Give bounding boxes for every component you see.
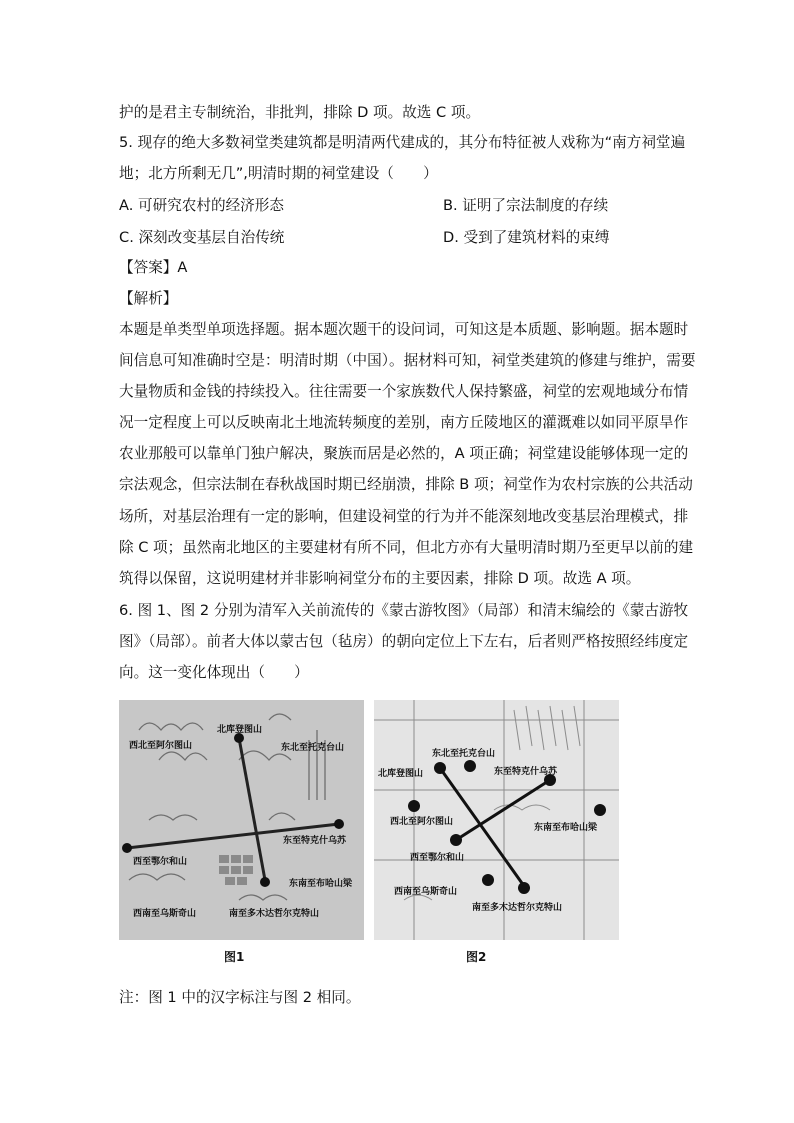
q5-analysis-line: 筑得以保留，这说明建材并非影响祠堂分布的主要因素，排除 D 项。故选 A 项。 bbox=[119, 570, 641, 587]
q5-answer: 【答案】A bbox=[119, 259, 188, 276]
q5-option-a: A. 可研究农村的经济形态 bbox=[119, 197, 284, 214]
label-south: 南至多木达哲尔克特山 bbox=[472, 903, 563, 913]
label-west: 西至鄂尔和山 bbox=[410, 853, 465, 863]
point-south bbox=[518, 882, 530, 894]
point-north bbox=[434, 762, 446, 774]
label-southwest: 西南至乌斯奇山 bbox=[394, 887, 458, 897]
label-southeast: 东南至布哈山梁 bbox=[289, 879, 353, 889]
point-northwest bbox=[408, 800, 420, 812]
q5-analysis-line: 除 C 项；虽然南北地区的主要建材有所不同，但北方亦有大量明清时期乃至更早以前的建 bbox=[119, 539, 694, 556]
q5-analysis-line: 场所，对基层治理有一定的影响，但建设祠堂的行为并不能深刻地改变基层治理模式，排 bbox=[119, 508, 689, 525]
q5-option-d: D. 受到了建筑材料的束缚 bbox=[443, 229, 610, 246]
q5-analysis-line: 况一定程度上可以反映南北土地流转频度的差别，南方丘陵地区的灌溉难以如同平原旱作 bbox=[119, 414, 689, 431]
figure-note: 注：图 1 中的汉字标注与图 2 相同。 bbox=[119, 989, 361, 1006]
label-northeast: 东北至托克台山 bbox=[281, 743, 345, 753]
q6-stem-line-3: 向。这一变化体现出（ ） bbox=[119, 664, 309, 681]
q6-stem-line-1: 6. 图 1、图 2 分别为清军入关前流传的《蒙古游牧图》（局部）和清末编绘的《蒙古游牧 bbox=[119, 602, 689, 619]
q5-analysis-line: 间信息可知准确时空是：明清时期（中国）。据材料可知，祠堂类建筑的修建与维护，需要 bbox=[119, 352, 696, 369]
label-southeast: 东南至布哈山梁 bbox=[534, 823, 598, 833]
label-north: 北库登图山 bbox=[217, 725, 263, 735]
label-northwest: 西北至阿尔图山 bbox=[390, 817, 454, 827]
point-west bbox=[122, 843, 132, 853]
q5-analysis-title: 【解析】 bbox=[119, 290, 178, 307]
point-southeast bbox=[594, 804, 606, 816]
label-northwest: 西北至阿尔图山 bbox=[129, 741, 193, 751]
figure-1-map bbox=[119, 700, 364, 940]
q5-option-b: B. 证明了宗法制度的存续 bbox=[443, 197, 609, 214]
label-southwest: 西南至乌斯奇山 bbox=[133, 909, 197, 919]
label-west: 西至鄂尔和山 bbox=[133, 857, 188, 867]
point-southwest bbox=[482, 874, 494, 886]
figure-2-caption: 图2 bbox=[466, 950, 487, 964]
previous-answer-tail: 护的是君主专制统治，非批判，排除 D 项。故选 C 项。 bbox=[119, 104, 481, 121]
figure-2-map bbox=[374, 700, 619, 940]
q5-option-c: C. 深刻改变基层自治传统 bbox=[119, 229, 285, 246]
label-south: 南至多木达哲尔克特山 bbox=[229, 909, 320, 919]
point-west bbox=[450, 834, 462, 846]
label-east: 东至特克什乌苏 bbox=[494, 767, 558, 777]
q5-stem-line-2: 地；北方所剩无几”,明清时期的祠堂建设（ ） bbox=[119, 165, 438, 182]
q5-stem-line-1: 5. 现存的绝大多数祠堂类建筑都是明清两代建成的，其分布特征被人戏称为“南方祠堂遍 bbox=[119, 134, 686, 151]
label-north: 北库登图山 bbox=[378, 769, 424, 779]
q6-stem-line-2: 图》（局部）。前者大体以蒙古包（毡房）的朝向定位上下左右，后者则严格按照经纬度定 bbox=[119, 633, 689, 650]
q5-analysis-line: 大量物质和金钱的持续投入。往往需要一个家族数代人保持繁盛，祠堂的宏观地域分布情 bbox=[119, 383, 689, 400]
label-east: 东至特克什乌苏 bbox=[283, 836, 347, 846]
label-northeast: 东北至托克台山 bbox=[432, 749, 496, 759]
q5-analysis-line: 农业那般可以靠单门独户解决，聚族而居是必然的，A 项正确；祠堂建设能够体现一定的 bbox=[119, 445, 689, 462]
point-northeast bbox=[464, 760, 476, 772]
q5-analysis-line: 宗法观念，但宗法制在春秋战国时期已经崩溃，排除 B 项；祠堂作为农村宗族的公共活动 bbox=[119, 476, 693, 493]
q5-analysis-line: 本题是单类型单项选择题。据本题次题干的设问词，可知这是本质题、影响题。据本题时 bbox=[119, 321, 689, 338]
figure-1-caption: 图1 bbox=[224, 950, 245, 964]
point-east bbox=[334, 819, 344, 829]
point-south bbox=[260, 877, 270, 887]
